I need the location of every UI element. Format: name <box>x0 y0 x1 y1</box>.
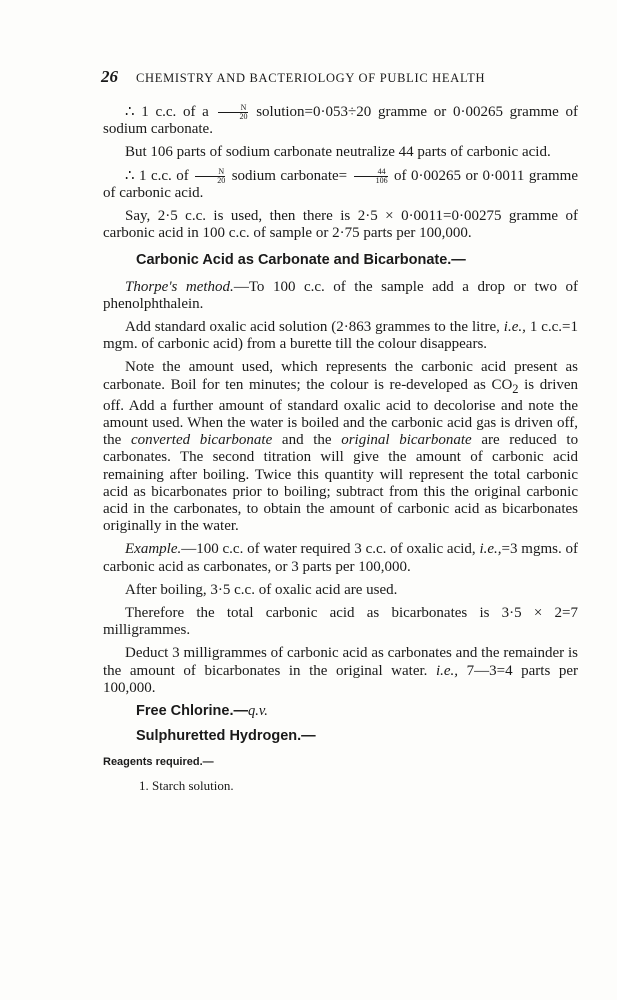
p3-text-c: of 0·00265 or 0·0011 gramme of carbonic acid. <box>103 167 578 201</box>
p1-text-b: solution=0·053÷20 gramme or 0·00265 gramme of sodium carbonate. <box>103 104 579 138</box>
p7-text-b: is driven off. Add a further amount of standard oxalic acid to decolorise and note the amount used. When the water is boiled and the carbonic acid gas is driven off, the <box>103 376 579 449</box>
p11-text-a: Deduct 3 milligrammes of carbonic acid as carbonates and the remainder is the amount of bicarbonates in the original water. <box>103 645 578 679</box>
frac-num: N <box>195 168 225 177</box>
running-head: CHEMISTRY AND BACTERIOLOGY OF PUBLIC HEALTH <box>136 71 486 85</box>
paragraph-7 <box>103 359 578 535</box>
p7-text-a: Note the amount used, which represents the carbonic acid present as carbonate. Boil for ten minutes; the colour is re-developed as CO <box>103 359 578 393</box>
p3-text-b: sodium carbonate= <box>231 167 348 184</box>
section-heading-carbonic-acid: Carbonic Acid as Carbonate and Bicarbonate.— <box>136 252 466 269</box>
frac-num: 44 <box>354 168 388 177</box>
frac-num: N <box>218 104 248 113</box>
method-name: Thorpe's method. <box>125 278 234 295</box>
p6-text-a: Add standard oxalic acid solution (2·863 grammes to the litre, <box>125 319 500 336</box>
co2-subscript: 2 <box>512 381 519 396</box>
ie-abbrev: i.e., <box>479 541 502 558</box>
paragraph-6 <box>103 319 578 353</box>
p11-text-b: 7—3=4 parts per 100,000. <box>103 662 578 696</box>
emphasis-converted: converted bicarbonate <box>130 432 273 449</box>
fraction-n-over-20 <box>195 168 225 185</box>
fraction-n-over-20 <box>218 104 248 121</box>
paragraph-9: After boiling, 3·5 c.c. of oxalic acid are used. <box>125 581 398 598</box>
ie-abbrev: i.e., <box>435 662 459 679</box>
p1-text-a: ∴ 1 c.c. of a <box>125 104 209 120</box>
paragraph-2: But 106 parts of sodium carbonate neutralize 44 parts of carbonic acid. <box>125 144 551 161</box>
page-number: 26 <box>101 67 118 86</box>
p8-text-b: =3 mgms. of carbonic acid as carbonates, or 3 parts per 100,000. <box>103 541 578 575</box>
section-heading-free-chlorine <box>136 703 578 720</box>
paragraph-8 <box>103 541 578 575</box>
free-chlorine-text: Free Chlorine.— <box>136 703 248 720</box>
p3-text-a: ∴ 1 c.c. of <box>125 167 189 184</box>
frac-den: 106 <box>375 175 388 185</box>
page-body <box>103 104 578 794</box>
paragraph-1 <box>103 104 578 138</box>
frac-den: 20 <box>239 112 248 122</box>
frac-den: 20 <box>217 175 226 185</box>
page-header <box>101 67 561 89</box>
p8-text-a: —100 c.c. of water required 3 c.c. of oxalic acid, <box>181 541 476 558</box>
paragraph-4: Say, 2·5 c.c. is used, then there is 2·5 × 0·0011=0·00275 gramme of carbonic acid in 100 c.c. of sample or 2·75 parts per 100,000. <box>103 208 578 242</box>
p6-text-b: 1 c.c.=1 mgm. of carbonic acid) from a burette till the colour disappears. <box>103 319 579 353</box>
p7-text-d: are reduced to carbonates. The second titration will give the amount of carbonic acid remaining after boiling. Twice this quantity will represent the total carbonic acid as bicarbonates prior to boiling; subtract from this the original carbonic acid in the carbonates, to obtain the amount of carbonic acid as bicarbonates originally in the water. <box>103 432 579 535</box>
section-heading-sulphuretted-hydrogen: Sulphuretted Hydrogen.— <box>136 728 316 745</box>
paragraph-5 <box>103 279 578 313</box>
reagents-heading: Reagents required.— <box>103 755 214 768</box>
paragraph-11 <box>103 645 578 697</box>
p5-text: —To 100 c.c. of the sample add a drop or two of phenolphthalein. <box>103 278 578 312</box>
emphasis-original: original bicarbonate <box>341 432 472 449</box>
example-label: Example. <box>125 541 182 558</box>
reagent-list-item: 1. Starch solution. <box>139 777 234 793</box>
p7-text-c: and the <box>281 432 332 449</box>
paragraph-3 <box>103 168 578 202</box>
qv-ref: q.v. <box>248 703 268 720</box>
ie-abbrev: i.e., <box>503 319 526 336</box>
paragraph-10: Therefore the total carbonic acid as bicarbonates is 3·5 × 2=7 milligrammes. <box>103 605 578 639</box>
fraction-44-over-106 <box>354 168 388 185</box>
